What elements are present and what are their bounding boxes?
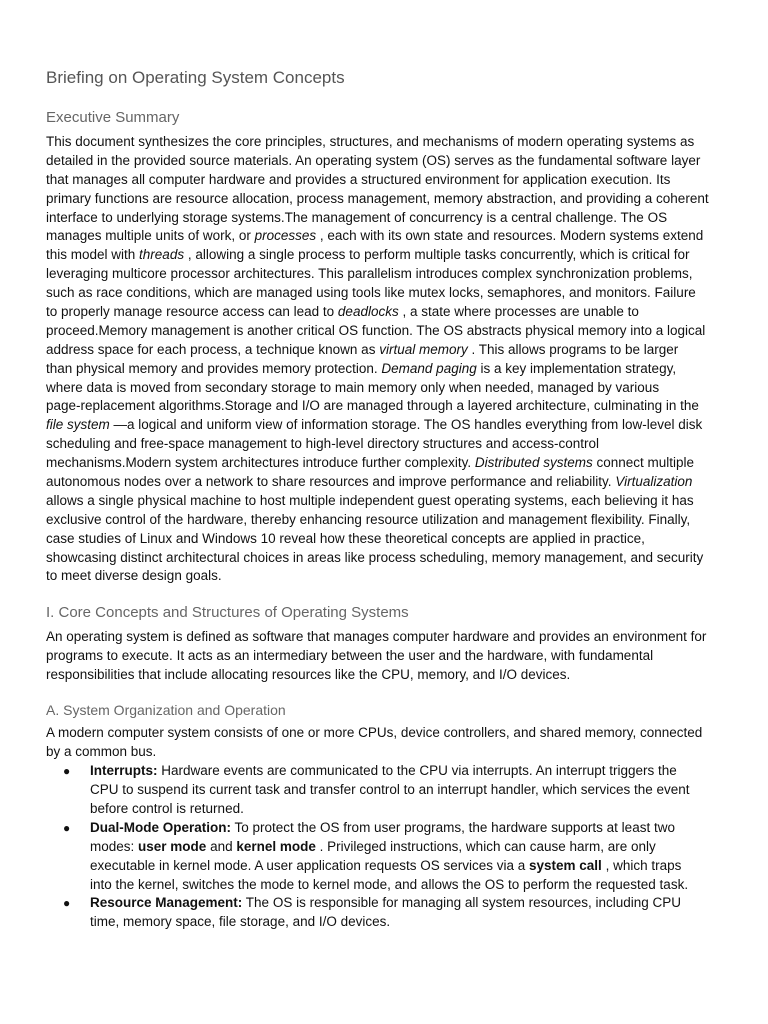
paragraph-line: such as race conditions, which are managed using tools like mutex locks, semaphores, and monitors. Failure — [46, 285, 696, 301]
emphasis-term: threads — [139, 247, 185, 263]
paragraph-line: scheduling and free-space management to high-level directory structures and access-control — [46, 436, 600, 452]
section-1-paragraph — [46, 628, 726, 685]
emphasis-term: virtual memory — [379, 341, 468, 357]
document-title: Briefing on Operating System Concepts — [46, 68, 345, 87]
paragraph-line: A modern computer system consists of one or more CPUs, device controllers, and shared memory, connected — [46, 725, 703, 740]
paragraph-line: This document synthesizes the core principles, structures, and mechanisms of modern operating systems as — [46, 134, 695, 149]
section-1-heading: I. Core Concepts and Structures of Operating Systems — [46, 604, 409, 621]
paragraph-line: showcasing distinct architectural choices in areas like process scheduling, memory management, and security — [46, 549, 704, 565]
paragraph-line: autonomous nodes over a network to share resources and improve performance and reliability. Virtualization — [46, 474, 693, 490]
emphasis-term: Distributed systems — [474, 455, 593, 471]
bold-term: kernel mode — [236, 838, 316, 854]
paragraph-line: leveraging multicore processor architectures. This parallelism introduces complex synchronization problems, — [46, 266, 693, 282]
bullet-term: Dual-Mode Operation: — [90, 820, 231, 835]
paragraph-line: An operating system is defined as software that manages computer hardware and provides an environment for — [46, 629, 707, 644]
paragraph-line: by a common bus. — [46, 743, 157, 759]
paragraph-line: programs to execute. It acts as an intermediary between the user and the hardware, with fundamental — [46, 647, 654, 663]
bullet-dot-icon: ● — [63, 764, 71, 778]
executive-summary-heading: Executive Summary — [46, 109, 180, 126]
bullet-interrupts — [63, 762, 690, 819]
paragraph-line: manages multiple units of work, or processes , each with its own state and resources. Modern systems extend — [46, 228, 704, 244]
paragraph-line: detailed in the provided source materials. An operating system (OS) serves as the fundamental software layer — [46, 152, 701, 168]
bullet-line: into the kernel, switches the mode to kernel mode, and allows the OS to perform the requested task. — [90, 876, 689, 892]
subsection-a-paragraph — [46, 724, 726, 762]
paragraph-line: address space for each process, a technique known as virtual memory . This allows programs to be larger — [46, 341, 679, 357]
paragraph-line: page-replacement algorithms.Storage and I/O are managed through a layered architecture, culminating in the — [46, 398, 699, 414]
paragraph-line: file system —a logical and uniform view of information storage. The OS handles everything from low-level disk — [46, 417, 703, 433]
emphasis-term: Demand paging — [381, 360, 477, 376]
paragraph-line: than physical memory and provides memory protection. Demand paging is a key implementation strategy, — [46, 360, 677, 376]
paragraph-line: to properly manage resource access can lead to deadlocks , a state where processes are unable to — [46, 304, 639, 320]
paragraph-line: interface to underlying storage systems.The management of concurrency is a central challenge. The OS — [46, 209, 668, 225]
bullet-term: Interrupts: — [90, 763, 158, 778]
bullet-dot-icon: ● — [63, 821, 71, 835]
bullet-dual-mode-operation — [63, 819, 689, 895]
emphasis-term: Virtualization — [615, 474, 693, 490]
paragraph-line: responsibilities that include allocating resources like the CPU, memory, and I/O devices. — [46, 666, 571, 682]
paragraph-line: to meet diverse design goals. — [46, 568, 222, 584]
paragraph-line: allows a single physical machine to host multiple independent guest operating systems, each believing it has — [46, 492, 694, 508]
paragraph-line: this model with threads , allowing a single process to perform multiple tasks concurrently, which is critical for — [46, 247, 690, 263]
bold-term: user mode — [138, 838, 207, 854]
executive-summary-paragraph — [46, 133, 726, 586]
bullet-line: Interrupts: Hardware events are communicated to the CPU via interrupts. An interrupt triggers the — [90, 763, 677, 778]
paragraph-line: mechanisms.Modern system architectures introduce further complexity. Distributed systems connect multiple — [46, 455, 695, 471]
bullet-line: Resource Management: The OS is responsible for managing all system resources, including CPU — [90, 895, 681, 910]
emphasis-term: file system — [46, 417, 110, 433]
paragraph-line: exclusive control of the hardware, thereby enhancing resource utilization and management flexibility. Finally, — [46, 511, 691, 527]
paragraph-line: where data is moved from secondary storage to main memory only when needed, managed by various — [46, 379, 660, 395]
bullet-term: Resource Management: — [90, 895, 243, 910]
paragraph-line: case studies of Linux and Windows 10 reveal how these theoretical concepts are applied in practice, — [46, 530, 645, 546]
paragraph-line: proceed.Memory management is another critical OS function. The OS abstracts physical memory into a logical — [46, 322, 706, 338]
bullet-line: executable in kernel mode. A user application requests OS services via a system call , which traps — [90, 857, 682, 873]
bullet-line: Dual-Mode Operation: To protect the OS from user programs, the hardware supports at least two — [90, 820, 675, 835]
bullet-line: before control is returned. — [90, 800, 244, 816]
bullet-dot-icon: ● — [63, 896, 71, 910]
bullet-line: CPU to suspend its current task and transfer control to an interrupt handler, which services the event — [90, 781, 690, 797]
emphasis-term: deadlocks — [337, 304, 399, 320]
bullet-line: time, memory space, file storage, and I/O devices. — [90, 913, 391, 929]
paragraph-line: that manages all computer hardware and provides a structured environment for application execution. Its — [46, 171, 671, 187]
subsection-a-heading: A. System Organization and Operation — [46, 702, 286, 718]
bold-term: system call — [529, 857, 602, 873]
paragraph-line: primary functions are resource allocation, process management, memory abstraction, and providing a coherent — [46, 190, 709, 206]
bullet-resource-management — [63, 894, 681, 932]
emphasis-term: processes — [254, 228, 317, 244]
bullet-line: modes: user mode and kernel mode . Privileged instructions, which can cause harm, are only — [90, 838, 656, 854]
